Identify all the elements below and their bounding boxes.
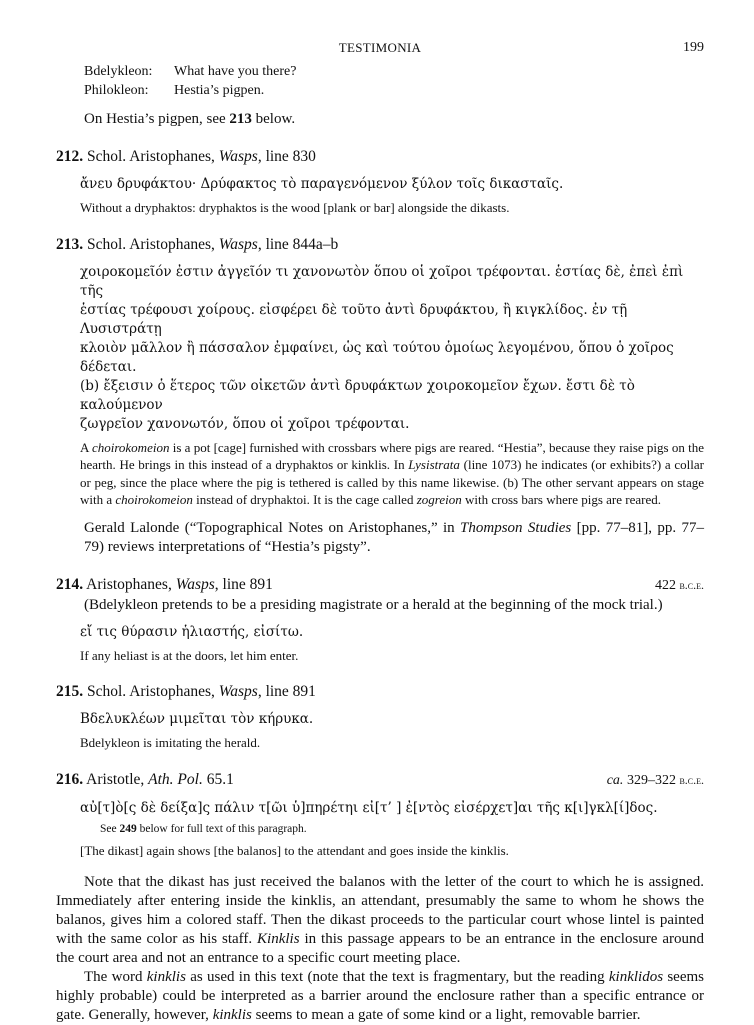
- greek-text: εἴ τις θύρασιν ἡλιαστής, εἰσίτω.: [80, 623, 304, 640]
- work-title: Lysistrata: [408, 457, 460, 472]
- term: kinklidos: [608, 969, 664, 985]
- term: choirokomeion: [115, 492, 193, 507]
- date-year: 329–322: [623, 772, 676, 788]
- work-title: Wasps: [218, 148, 258, 165]
- term: zogreion: [416, 492, 462, 507]
- text: Gerald Lalonde (“Topographical Notes on Aristophanes,” in: [84, 519, 461, 536]
- text: The word: [84, 969, 147, 985]
- date-year: 422: [654, 577, 676, 593]
- entry-heading: [56, 770, 704, 791]
- source-text: Schol. Aristophanes,: [87, 235, 219, 253]
- greek-line: ἑστίας τρέφουσι χοίρους. εἰσφέρει δὲ τοῦτο ἀντὶ δρυφάκτου, ἢ κιγκλίδος. ἐν τῇ Λυσιστράτῃ: [80, 301, 628, 337]
- dialogue: [84, 62, 704, 100]
- dialogue-line: [84, 62, 704, 81]
- greek-text: ἄνευ δρυφάκτου· Δρύφακτος τὸ παραγενόμενον ξύλον τοῖς δικασταῖς.: [80, 176, 564, 192]
- date: [607, 770, 704, 791]
- context-note: (Bdelykleon pretends to be a presiding magistrate or a herald at the beginning of the mock trial.): [84, 596, 663, 613]
- entry-heading: [56, 147, 704, 167]
- date-era: b.c.e.: [679, 772, 704, 787]
- text: Note that the dikast has just received the balanos with the letter of the court to which he is assigned. Immediately after entering inside the kinklis, an attendant, presumably the same to whom he shows the balanos, gives him a colored staff. Then the dikast proceeds to the particular court whose lintel is painted with the same color as his staff.: [56, 874, 704, 947]
- entry-number: 213.: [56, 235, 84, 253]
- entry-215: [56, 682, 704, 752]
- entry-number: 214.: [56, 575, 84, 593]
- term: kinklis: [146, 969, 186, 985]
- entry-number: 216.: [56, 770, 84, 788]
- speech: What have you there?: [174, 64, 297, 79]
- pigpen-note: [84, 109, 704, 129]
- translation: If any heliast is at the doors, let him enter.: [80, 647, 299, 663]
- entry-heading: [56, 235, 704, 255]
- greek-line: χοιροκομεῖόν ἐστιν ἀγγεῖόν τι χανονωτὸν ὅπου οἱ χοῖροι τρέφονται. ἑστίας δὲ, ἐπεὶ ἐπὶ τῆς: [80, 263, 684, 299]
- text: instead of dryphaktoi. It is the cage called: [192, 492, 417, 507]
- source-text: , line 891: [257, 683, 316, 700]
- greek-line: ζωγρεῖον χανονωτόν, ὅπου οἱ χοῖροι τρέφονται.: [80, 415, 410, 432]
- greek-line: (b) ἔξεισιν ὁ ἕτερος τῶν οἰκετῶν ἀντὶ δρυφάκτων χοιροκομεῖον ἔχων. ἔστι δὲ τὸ καλούμενον: [80, 377, 635, 413]
- text: as used in this text (note that the text is fragmentary, but the reading: [185, 969, 609, 985]
- note-text: below.: [251, 111, 296, 127]
- text: (line 1073) he indicates (or exhibits?) a collar or peg, since the place where the pig is tethered is called by this name likewise. (b) The other servant appears on stage with a: [80, 457, 704, 507]
- speaker: Bdelykleon:: [84, 64, 153, 79]
- cross-reference: 213: [229, 111, 252, 127]
- greek-text: αὐ[τ]ὸ[ς δὲ δείξα]ς πάλιν τ[ῶι ὑ]πηρέτηι εἰ[τ’ ] ἐ[ντὸς εἰσέρχετ]αι τῆς κ[ι]γκλ[ί]δος.: [80, 799, 658, 816]
- entry-number: 215.: [56, 683, 84, 700]
- entry-213: [56, 235, 704, 557]
- source-text: , line 891: [214, 575, 273, 593]
- entry-heading: [56, 682, 704, 702]
- speech: Hestia’s pigpen.: [174, 83, 265, 98]
- source-text: , line 830: [257, 148, 316, 165]
- page-header: [56, 40, 704, 62]
- date: [655, 575, 704, 596]
- text: See: [100, 822, 120, 835]
- page: [56, 40, 704, 1025]
- speaker: Philokleon:: [84, 83, 149, 98]
- lalonde-note: [84, 519, 704, 557]
- source-text: Schol. Aristophanes,: [87, 683, 219, 700]
- entry-212: [56, 147, 704, 217]
- dialogue-line: [84, 81, 704, 100]
- source-text: Aristotle,: [86, 770, 149, 788]
- text: [pp. 77–81], pp. 77–79) reviews interpretations of “Hestia’s pigsty”.: [84, 519, 704, 555]
- date-era: b.c.e.: [679, 577, 704, 592]
- text: seems to mean a gate of some kind or a light, removable barrier.: [251, 1007, 641, 1023]
- text: with cross bars where pigs are reared.: [461, 492, 661, 507]
- work-title: Wasps: [218, 235, 258, 253]
- term: Kinklis: [257, 931, 300, 947]
- translation: [80, 439, 704, 509]
- source-text: 65.1: [202, 770, 234, 788]
- work-title: Thompson Studies: [460, 519, 572, 536]
- work-title: Wasps: [175, 575, 215, 593]
- page-number: 199: [683, 40, 704, 55]
- source-text: , line 844a–b: [257, 235, 339, 253]
- date-circa: ca.: [606, 772, 624, 788]
- text: is a pot [cage] furnished with crossbars where pigs are reared. “Hestia”, because they raise pigs on the hearth. He brings in this instead of a dryphaktos or kinklis. In: [80, 439, 705, 472]
- translation: Bdelykleon is imitating the herald.: [80, 735, 261, 750]
- source-text: Schol. Aristophanes,: [87, 148, 219, 165]
- entry-number: 212.: [56, 148, 84, 165]
- note-text: On Hestia’s pigpen, see: [84, 111, 230, 127]
- term: choirokomeion: [91, 439, 170, 455]
- entry-214: [56, 575, 704, 665]
- translation: Without a dryphaktos: dryphaktos is the wood [plank or bar] alongside the dikasts.: [80, 200, 510, 215]
- translation: [The dikast] again shows [the balanos] to the attendant and goes inside the kinklis.: [80, 842, 509, 858]
- text: seems highly probable) could be interpreted as a barrier around the enclosure rather than a specific entrance or gate. Generally, however,: [56, 969, 704, 1023]
- work-title: Wasps: [218, 683, 258, 700]
- text: A: [80, 439, 92, 455]
- body-paragraph: [56, 968, 704, 1025]
- source-text: Aristophanes,: [86, 575, 176, 593]
- greek-text: Βδελυκλέων μιμεῖται τὸν κήρυκα.: [80, 711, 314, 727]
- text: in this passage appears to be an entrance in the enclosure around the court area and not an entrance to a specific court meeting place.: [56, 931, 704, 966]
- work-title: Ath. Pol.: [148, 770, 203, 788]
- greek-line: κλοιὸν μᾶλλον ἢ πάσσαλον ἐμφαίνει, ὡς καὶ τούτου ὁμοίως λεγομένου, ὅπου ὁ χοῖρος δέδεται.: [80, 339, 674, 375]
- running-head: TESTIMONIA: [338, 40, 422, 55]
- cross-reference: 249: [119, 822, 137, 835]
- greek-text: [80, 263, 704, 434]
- text: below for full text of this paragraph.: [136, 822, 307, 835]
- term: kinklis: [212, 1007, 252, 1023]
- entry-216: [56, 770, 704, 860]
- see-note: [100, 821, 704, 837]
- body-paragraph: [56, 873, 704, 968]
- entry-heading: [56, 575, 704, 596]
